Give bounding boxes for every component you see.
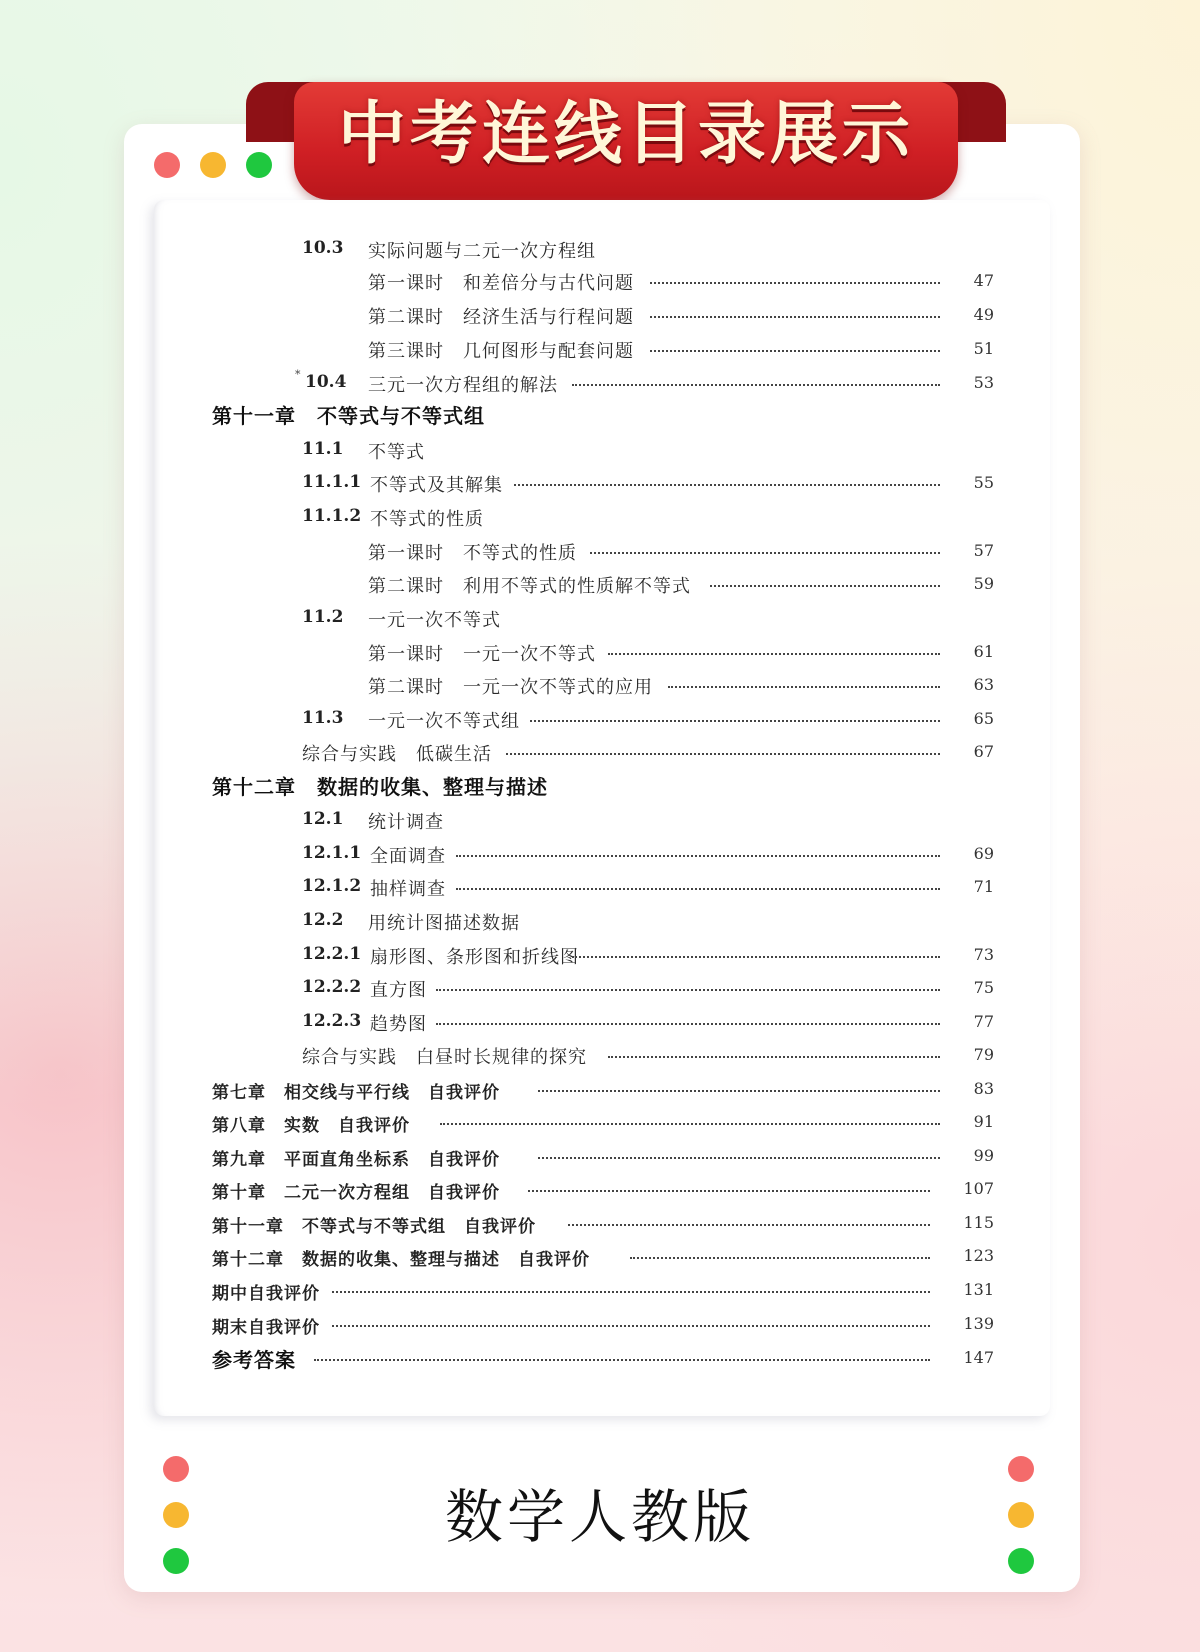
toc-entry [154, 536, 1050, 568]
section-title: 用统计图描述数据 [368, 913, 520, 934]
toc-entry [154, 1343, 1050, 1375]
dot-leader [608, 653, 940, 655]
page-number: 147 [963, 1348, 994, 1367]
dot-leader [528, 1190, 930, 1192]
section-title: 一元一次不等式 [368, 610, 501, 631]
toc-entry [154, 737, 1050, 769]
toc-entry [154, 839, 1050, 871]
dot-leader [572, 956, 940, 958]
dot-leader [456, 855, 940, 857]
section-title: 三元一次方程组的解法 [368, 375, 558, 396]
dot-leader [538, 1090, 940, 1092]
dot-leader [608, 1056, 940, 1058]
page-number: 73 [973, 945, 994, 964]
toc-entry [154, 1141, 1050, 1173]
section-number: 12.2.3 [302, 1011, 362, 1031]
section-title: 第三课时 几何图形与配套问题 [368, 341, 634, 362]
section-number: 12.1.1 [302, 843, 362, 863]
right-red-dot [1008, 1456, 1034, 1482]
section-title: 扇形图、条形图和折线图 [370, 947, 579, 968]
section-title: 不等式 [368, 442, 425, 463]
left-green-dot [163, 1548, 189, 1574]
page-number: 55 [973, 473, 994, 492]
toc-entry [154, 1309, 1050, 1341]
toc-entry [154, 368, 1050, 400]
dot-leader [440, 1123, 940, 1125]
dot-leader [710, 585, 940, 587]
toc-entry [154, 637, 1050, 669]
dot-leader [572, 384, 940, 386]
section-title: 综合与实践 白昼时长规律的探究 [302, 1047, 587, 1068]
edition-subtitle: 数学人教版 [444, 1483, 755, 1551]
dot-leader [456, 888, 940, 890]
toc-entry [154, 1007, 1050, 1039]
chapter-title: 参考答案 [212, 1348, 296, 1372]
page-number: 57 [973, 541, 994, 560]
section-number: 11.3 [302, 708, 344, 728]
section-number: 12.2.2 [302, 977, 362, 997]
toc-entry [154, 1040, 1050, 1072]
section-number: 12.2 [302, 910, 344, 930]
dot-leader [332, 1291, 930, 1293]
page-number: 75 [973, 978, 994, 997]
page-number: 69 [973, 844, 994, 863]
section-number: 11.1 [302, 439, 344, 459]
section-title: 综合与实践 低碳生活 [302, 744, 492, 765]
toc-page [154, 200, 1050, 1416]
page-number: 47 [973, 271, 994, 290]
toc-entry [154, 670, 1050, 702]
dot-leader [650, 350, 940, 352]
dot-leader [436, 1023, 940, 1025]
toc-entry [154, 906, 1050, 938]
page-number: 49 [973, 305, 994, 324]
title-banner [294, 82, 958, 200]
section-title: 期末自我评价 [212, 1318, 320, 1338]
dot-leader [568, 1224, 930, 1226]
section-title: 期中自我评价 [212, 1284, 320, 1304]
dot-leader [538, 1157, 940, 1159]
section-title: 第二课时 一元一次不等式的应用 [368, 677, 653, 698]
page-number: 51 [973, 339, 994, 358]
section-number: 11.1.1 [302, 472, 362, 492]
section-number: 10.4 [305, 372, 347, 392]
section-title: 第一课时 一元一次不等式 [368, 644, 596, 665]
section-title: 一元一次不等式组 [368, 711, 520, 732]
window-close-dot[interactable] [154, 152, 180, 178]
toc-entry [154, 1107, 1050, 1139]
section-title: 第七章 相交线与平行线 自我评价 [212, 1083, 500, 1103]
toc-entry [154, 1241, 1050, 1273]
optional-marker: * [295, 368, 301, 381]
page-number: 61 [973, 642, 994, 661]
toc-entry [154, 234, 1050, 266]
section-title: 不等式的性质 [370, 509, 484, 530]
dot-leader [506, 753, 940, 755]
page-number: 123 [963, 1246, 994, 1265]
page-number: 139 [963, 1314, 994, 1333]
section-title: 第十一章 不等式与不等式组 自我评价 [212, 1217, 536, 1237]
section-title: 第一课时 不等式的性质 [368, 543, 577, 564]
page-number: 59 [973, 574, 994, 593]
section-number: 12.2.1 [302, 944, 362, 964]
toc-entry [154, 1074, 1050, 1106]
section-title: 第一课时 和差倍分与古代问题 [368, 273, 634, 294]
window-minimize-dot[interactable] [200, 152, 226, 178]
toc-entry [154, 334, 1050, 366]
section-title: 实际问题与二元一次方程组 [368, 241, 596, 262]
dot-leader [314, 1359, 930, 1361]
dot-leader [530, 720, 940, 722]
dot-leader [668, 686, 940, 688]
page-number: 77 [973, 1012, 994, 1031]
section-title: 第十二章 数据的收集、整理与描述 自我评价 [212, 1250, 590, 1270]
page-number: 99 [973, 1146, 994, 1165]
section-title: 第二课时 经济生活与行程问题 [368, 307, 634, 328]
section-title: 抽样调查 [370, 879, 446, 900]
left-yellow-dot [163, 1502, 189, 1528]
section-title: 第九章 平面直角坐标系 自我评价 [212, 1150, 500, 1170]
window-maximize-dot[interactable] [246, 152, 272, 178]
dot-leader [630, 1257, 930, 1259]
page-number: 53 [973, 373, 994, 392]
page-number: 79 [973, 1045, 994, 1064]
page-number: 65 [973, 709, 994, 728]
section-title: 统计调查 [368, 812, 444, 833]
page-number: 131 [963, 1280, 994, 1299]
toc-entry [154, 300, 1050, 332]
dot-leader [650, 282, 940, 284]
toc-entry [154, 569, 1050, 601]
section-title: 直方图 [370, 980, 427, 1001]
dot-leader [436, 989, 940, 991]
banner-title: 中考连线目录展示 [337, 95, 914, 174]
page-number: 83 [973, 1079, 994, 1098]
section-number: 10.3 [302, 238, 344, 258]
dot-leader [590, 552, 940, 554]
toc-entry [154, 940, 1050, 972]
toc-entry [154, 502, 1050, 534]
right-yellow-dot [1008, 1502, 1034, 1528]
chapter-title: 第十二章 数据的收集、整理与描述 [212, 775, 548, 799]
toc-entry [154, 1275, 1050, 1307]
toc-entry [154, 770, 1050, 802]
section-number: 12.1.2 [302, 876, 362, 896]
toc-entry [154, 1174, 1050, 1206]
right-green-dot [1008, 1548, 1034, 1574]
section-number: 11.1.2 [302, 506, 362, 526]
page-number: 115 [963, 1213, 994, 1232]
toc-entry [154, 1208, 1050, 1240]
toc-entry [154, 872, 1050, 904]
section-number: 12.1 [302, 809, 344, 829]
section-title: 不等式及其解集 [370, 475, 503, 496]
toc-entry [154, 468, 1050, 500]
toc-entry [154, 973, 1050, 1005]
toc-entry [154, 435, 1050, 467]
page-number: 71 [973, 877, 994, 896]
left-red-dot [163, 1456, 189, 1482]
section-title: 趋势图 [370, 1014, 427, 1035]
toc-entry [154, 805, 1050, 837]
page-number: 63 [973, 675, 994, 694]
section-number: 11.2 [302, 607, 344, 627]
dot-leader [650, 316, 940, 318]
page-number: 107 [963, 1179, 994, 1198]
toc-entry [154, 266, 1050, 298]
table-of-contents [154, 200, 1050, 1416]
dot-leader [514, 484, 940, 486]
chapter-title: 第十一章 不等式与不等式组 [212, 404, 485, 428]
toc-entry [154, 399, 1050, 431]
section-title: 第八章 实数 自我评价 [212, 1116, 410, 1136]
page-number: 91 [973, 1112, 994, 1131]
dot-leader [332, 1325, 930, 1327]
page-number: 67 [973, 742, 994, 761]
section-title: 第二课时 利用不等式的性质解不等式 [368, 576, 691, 597]
section-title: 全面调查 [370, 846, 446, 867]
toc-entry [154, 704, 1050, 736]
section-title: 第十章 二元一次方程组 自我评价 [212, 1183, 500, 1203]
toc-entry [154, 603, 1050, 635]
